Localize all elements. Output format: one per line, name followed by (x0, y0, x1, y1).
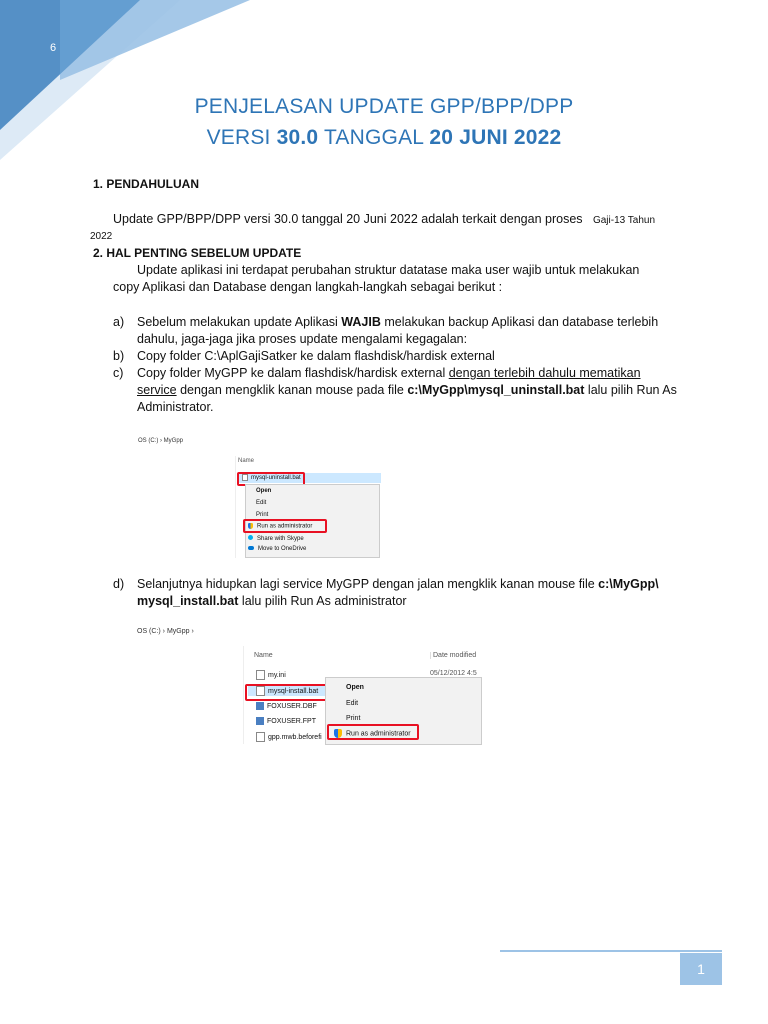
file-my-ini[interactable]: my.ini (256, 670, 286, 680)
footer-page-number: 1 (680, 953, 722, 985)
file-date: 05/12/2012 4:5 (430, 670, 477, 677)
column-name: Name (254, 652, 273, 659)
section2-intro-line1: Update aplikasi ini terdapat perubahan struktur datatase maka user wajib untuk melakukan (137, 263, 640, 277)
section1-paragraph: Update GPP/BPP/DPP versi 30.0 tanggal 20 Juni 2022 adalah terkait dengan proses Gaji-13 Tahun (113, 212, 656, 226)
menu-edit[interactable]: Edit (256, 500, 267, 506)
highlight-run-as-admin (243, 519, 327, 533)
document-title: PENJELASAN UPDATE GPP/BPP/DPP (194, 95, 574, 118)
item-c-line1: Copy folder MyGPP ke dalam flashdisk/hardisk external dengan terlebih dahulu mematikan (137, 366, 641, 380)
menu-move-onedrive[interactable]: Move to OneDrive (248, 546, 306, 552)
item-d-line1: Selanjutnya hidupkan lagi service MyGPP dengan jalan mengklik kanan mouse file c:\MyGpp\ (137, 577, 659, 591)
menu-open[interactable]: Open (256, 488, 272, 494)
document-subtitle: VERSI 30.0 TANGGAL 20 JUNI 2022 (206, 126, 562, 149)
section-heading-pendahuluan: 1. PENDAHULUAN (93, 177, 200, 191)
column-date-modified: Date modified (430, 652, 476, 659)
list-marker-c: c) (113, 366, 124, 380)
section-heading-hal-penting: 2. HAL PENTING SEBELUM UPDATE (93, 246, 302, 260)
file-mysql-install[interactable]: mysql-install.bat (256, 686, 318, 696)
item-c-line3: Administrator. (137, 400, 214, 414)
list-marker-b: b) (113, 349, 125, 363)
item-c-line2: service dengan mengklik kanan mouse pada file c:\MyGpp\mysql_uninstall.bat lalu pilih Run As (137, 383, 677, 397)
cloud-icon (248, 546, 254, 550)
release-date: 20 JUNI 2022 (429, 126, 562, 149)
section1-paragraph-end: 2022 (90, 231, 113, 242)
screenshot-uninstall (135, 436, 380, 558)
explorer-breadcrumb: OS (C:) › MyGpp (135, 436, 380, 454)
file-gpp-mwb[interactable]: gpp.mwb.beforefi (256, 732, 322, 742)
menu-run-as-admin[interactable]: Run as administrator (248, 523, 312, 530)
item-b-line: Copy folder C:\AplGajiSatker ke dalam flashdisk/hardisk external (137, 349, 495, 363)
file-foxuser-fpt[interactable]: FOXUSER.FPT (256, 717, 316, 725)
list-marker-a: a) (113, 315, 125, 329)
menu-open[interactable]: Open (346, 684, 364, 691)
item-a-line1: Sebelum melakukan update Aplikasi WAJIB melakukan backup Aplikasi dan database terlebih (137, 315, 659, 329)
item-a-line2: dahulu, jaga-jaga jika proses update mengalami kegagalan: (137, 332, 468, 346)
highlight-file-2 (245, 684, 327, 701)
skype-icon (248, 535, 253, 540)
menu-print[interactable]: Print (346, 715, 361, 722)
explorer-breadcrumb-2: OS (C:) › MyGpp › (135, 624, 480, 646)
list-marker-d: d) (113, 577, 125, 591)
file-foxuser-dbf[interactable]: FOXUSER.DBF (256, 702, 317, 710)
menu-share-skype[interactable]: Share with Skype (248, 535, 304, 542)
menu-run-as-admin[interactable]: Run as administrator (334, 729, 411, 738)
footer-line (500, 950, 722, 952)
menu-print[interactable]: Print (256, 512, 269, 518)
screenshot-install (135, 624, 480, 744)
menu-edit[interactable]: Edit (346, 700, 359, 707)
header-page-number: 6 (50, 42, 57, 54)
file-mysql-uninstall[interactable]: mysql-uninstall.bat (242, 474, 301, 481)
column-name: Name (238, 458, 255, 464)
item-d-line2: mysql_install.bat lalu pilih Run As administrator (137, 594, 407, 608)
highlight-run-as-admin-2 (327, 724, 419, 740)
version-number: 30.0 (276, 126, 319, 149)
section2-intro-line2: copy Aplikasi dan Database dengan langkah-langkah sebagai berikut : (113, 280, 503, 294)
